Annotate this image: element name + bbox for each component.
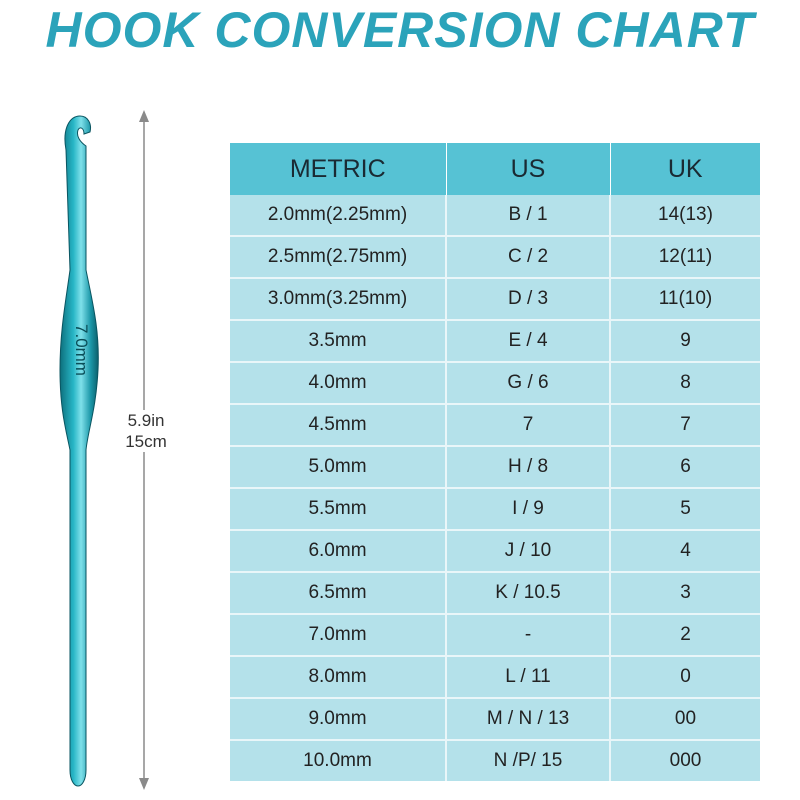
table-row [230, 698, 760, 740]
cell-uk: 3 [610, 572, 760, 614]
table-row [230, 572, 760, 614]
cell-us: L / 11 [446, 656, 610, 698]
table-row [230, 656, 760, 698]
cell-us: C / 2 [446, 236, 610, 278]
cell-us: K / 10.5 [446, 572, 610, 614]
header-uk: UK [610, 143, 760, 195]
cell-metric: 6.5mm [230, 572, 446, 614]
cell-metric: 6.0mm [230, 530, 446, 572]
conversion-table [230, 143, 760, 781]
header-us: US [446, 143, 610, 195]
crochet-hook-image [40, 110, 120, 790]
cell-uk: 11(10) [610, 278, 760, 320]
cell-us: 7 [446, 404, 610, 446]
table-row [230, 404, 760, 446]
cell-uk: 7 [610, 404, 760, 446]
cell-uk: 8 [610, 362, 760, 404]
arrow-down-icon [139, 778, 149, 790]
cell-us: - [446, 614, 610, 656]
table-row [230, 740, 760, 781]
cell-metric: 7.0mm [230, 614, 446, 656]
cell-uk: 9 [610, 320, 760, 362]
cell-metric: 2.0mm(2.25mm) [230, 195, 446, 236]
cell-us: B / 1 [446, 195, 610, 236]
cell-metric: 9.0mm [230, 698, 446, 740]
length-label [116, 410, 176, 452]
hook-head-shape [60, 116, 98, 786]
table-row [230, 236, 760, 278]
table-row [230, 530, 760, 572]
table-row [230, 446, 760, 488]
cell-uk: 5 [610, 488, 760, 530]
cell-us: M / N / 13 [446, 698, 610, 740]
table-row [230, 195, 760, 236]
cell-us: E / 4 [446, 320, 610, 362]
header-metric: METRIC [230, 143, 446, 195]
length-centimeters: 15cm [125, 432, 167, 451]
length-inches: 5.9in [127, 411, 165, 430]
page-title: HOOK CONVERSION CHART [45, 2, 755, 58]
cell-us: J / 10 [446, 530, 610, 572]
table-row [230, 278, 760, 320]
table-row [230, 320, 760, 362]
cell-uk: 000 [610, 740, 760, 781]
cell-uk: 12(11) [610, 236, 760, 278]
cell-uk: 6 [610, 446, 760, 488]
cell-uk: 0 [610, 656, 760, 698]
cell-metric: 4.0mm [230, 362, 446, 404]
cell-metric: 4.5mm [230, 404, 446, 446]
table-header-row [230, 143, 760, 195]
cell-metric: 3.5mm [230, 320, 446, 362]
cell-us: G / 6 [446, 362, 610, 404]
cell-uk: 4 [610, 530, 760, 572]
cell-uk: 14(13) [610, 195, 760, 236]
cell-us: I / 9 [446, 488, 610, 530]
cell-uk: 00 [610, 698, 760, 740]
cell-metric: 5.5mm [230, 488, 446, 530]
table-row [230, 488, 760, 530]
cell-us: D / 3 [446, 278, 610, 320]
table-row [230, 362, 760, 404]
cell-us: H / 8 [446, 446, 610, 488]
arrow-up-icon [139, 110, 149, 122]
cell-us: N /P/ 15 [446, 740, 610, 781]
hook-size-label: 7.0mm [72, 324, 91, 376]
table-row [230, 614, 760, 656]
cell-metric: 5.0mm [230, 446, 446, 488]
cell-uk: 2 [610, 614, 760, 656]
cell-metric: 8.0mm [230, 656, 446, 698]
cell-metric: 3.0mm(3.25mm) [230, 278, 446, 320]
cell-metric: 2.5mm(2.75mm) [230, 236, 446, 278]
cell-metric: 10.0mm [230, 740, 446, 781]
